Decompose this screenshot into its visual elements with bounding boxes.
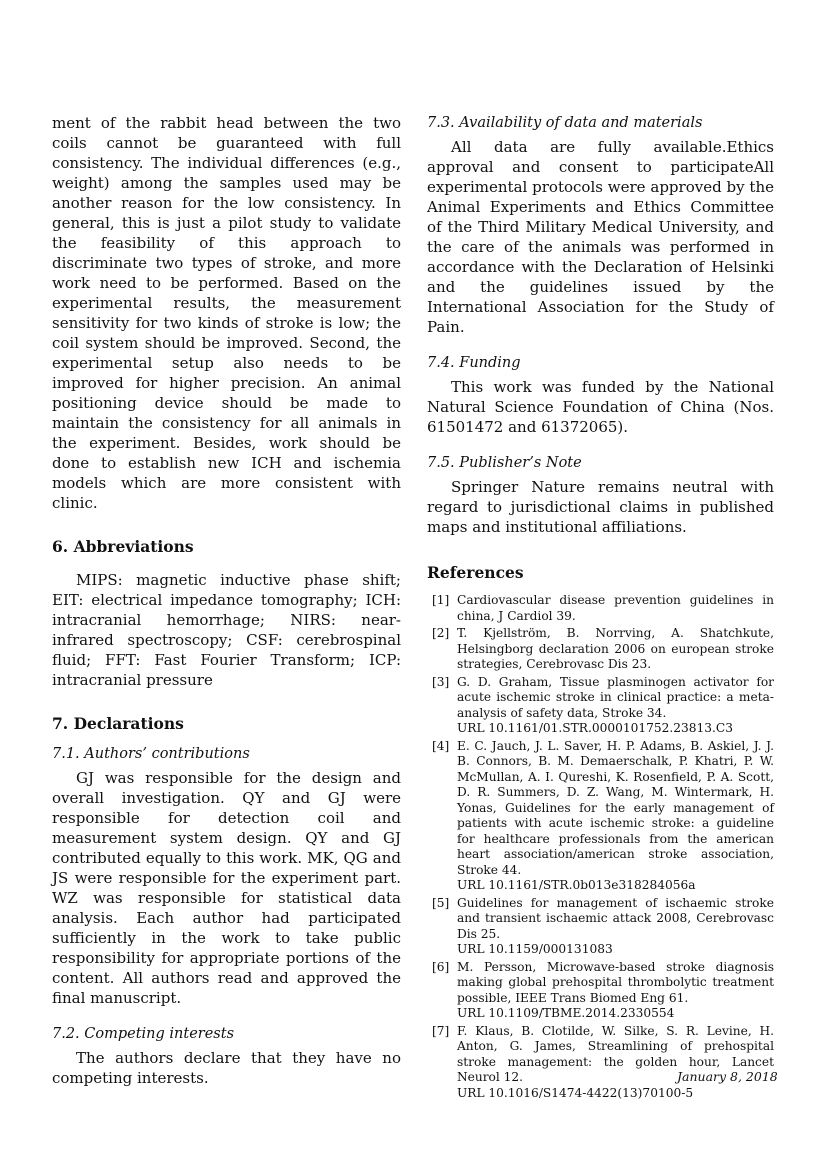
section-7-heading: 7. Declarations	[52, 714, 184, 733]
reference-number: [6]	[432, 959, 450, 974]
competing-interests-paragraph: The authors declare that they have no competing interests.	[52, 1049, 401, 1087]
reference-text: E. C. Jauch, J. L. Saver, H. P. Adams, B. Askiel, J. J. B. Connors, B. M. Demaerschalk, P. Khatri, P. W. McMullan, A. I. Qureshi, K. Rosenfield, P. A. Scott, D. R. Summers, D. Z. Wang, M. Wintermark, H. Yonas, Guidelines for the early management of patients with acute ischemic stroke: a guideline for healthcare professionals from the american heart association/american stroke association, Stroke 44.	[457, 738, 774, 877]
section-6-heading: 6. Abbreviations	[52, 537, 194, 556]
reference-number: [4]	[432, 738, 450, 753]
reference-item	[427, 1024, 774, 1102]
reference-text: G. D. Graham, Tissue plasminogen activator for acute ischemic stroke in clinical practice: a meta-analysis of safety data, Stroke 34.	[457, 674, 774, 720]
reference-number: [1]	[432, 593, 450, 607]
subsection-7-3-heading: 7.3. Availability of data and materials	[427, 115, 703, 131]
reference-item	[427, 593, 774, 624]
left-column	[52, 113, 401, 1088]
funding-paragraph: This work was funded by the National Natural Science Foundation of China (Nos. 61501472 and 61372065).	[427, 378, 774, 436]
reference-text: T. Kjellström, B. Norrving, A. Shatchkute, Helsingborg declaration 2006 on european stroke strategies, Cerebrovasc Dis 23.	[457, 626, 774, 671]
subsection-7-1-heading: 7.1. Authors’ contributions	[52, 746, 250, 762]
reference-url[interactable]: URL 10.1161/01.STR.0000101752.23813.C3	[457, 721, 733, 735]
reference-text: Guidelines for management of ischaemic stroke and transient ischaemic attack 2008, Cerebrovasc Dis 25.	[457, 895, 774, 941]
reference-item	[427, 675, 774, 737]
publishers-note-paragraph: Springer Nature remains neutral with regard to jurisdictional claims in published maps and institutional affiliations.	[427, 478, 774, 536]
reference-number: [3]	[432, 674, 450, 689]
reference-item	[427, 960, 774, 1022]
reference-text: Cardiovascular disease prevention guidelines in china, J Cardiol 39.	[457, 593, 774, 623]
authors-contributions-paragraph: GJ was responsible for the design and overall investigation. QY and GJ were responsible for detection coil and measurement system design. QY and GJ contributed equally to this work. MK, QG and JS were responsible for the experiment part. WZ was responsible for statistical data analysis. Each author had participated sufficiently in the work to take public responsibility for appropriate portions of the content. All authors read and approved the final manuscript.	[52, 769, 401, 1007]
intro-paragraph: ment of the rabbit head between the two coils cannot be guaranteed with full consistency. The individual differences (e.g., weight) among the samples used may be another reason for the low consistency. In general, this is just a pilot study to validate the feasibility of this approach to discriminate two types of stroke, and more work need to be performed. Based on the experimental results, the measurement sensitivity for two kinds of stroke is low; the coil system should be improved. Second, the experimental setup also needs to be improved for higher precision. An animal positioning device should be made to maintain the consistency for all animals in the experiment. Besides, work should be done to establish new ICH and ischemia models which are more consistent with clinic.	[52, 114, 401, 512]
right-column	[427, 113, 774, 1103]
subsection-7-2-heading: 7.2. Competing interests	[52, 1026, 235, 1042]
subsection-7-5-heading: 7.5. Publisher’s Note	[427, 455, 582, 471]
references-list	[427, 593, 774, 1101]
reference-number: [5]	[432, 895, 450, 910]
reference-item	[427, 626, 774, 673]
reference-text: F. Klaus, B. Clotilde, W. Silke, S. R. Levine, H. Anton, G. James, Streamlining of prehospital stroke management: the golden hour, Lancet Neurol 12.	[457, 1023, 774, 1084]
reference-url[interactable]: URL 10.1161/STR.0b013e318284056a	[457, 878, 696, 892]
reference-number: [2]	[432, 626, 450, 640]
reference-url[interactable]: URL 10.1109/TBME.2014.2330554	[457, 1006, 675, 1020]
reference-text: M. Persson, Microwave-based stroke diagnosis making global prehospital thrombolytic treatment possible, IEEE Trans Biomed Eng 61.	[457, 959, 774, 1005]
abbreviations-paragraph: MIPS: magnetic inductive phase shift; EIT: electrical impedance tomography; ICH: intracranial hemorrhage; NIRS: near-infrared spectroscopy; CSF: cerebrospinal fluid; FFT: Fast Fourier Transform; ICP: intracranial pressure	[52, 571, 401, 689]
subsection-7-4-heading: 7.4. Funding	[427, 355, 521, 371]
reference-url[interactable]: URL 10.1159/000131083	[457, 942, 613, 956]
reference-number: [7]	[432, 1023, 450, 1038]
reference-item	[427, 896, 774, 958]
reference-url[interactable]: URL 10.1016/S1474-4422(13)70100-5	[457, 1085, 694, 1100]
footer-date: January 8, 2018	[677, 1069, 778, 1084]
availability-paragraph: All data are fully available.Ethics approval and consent to participateAll experimental protocols were approved by the Animal Experiments and Ethics Committee of the Third Military Medical University, and the care of the animals was performed in accordance with the Declaration of Helsinki and the guidelines issued by the International Association for the Study of Pain.	[427, 138, 774, 336]
reference-item	[427, 739, 774, 894]
references-heading: References	[427, 563, 524, 582]
